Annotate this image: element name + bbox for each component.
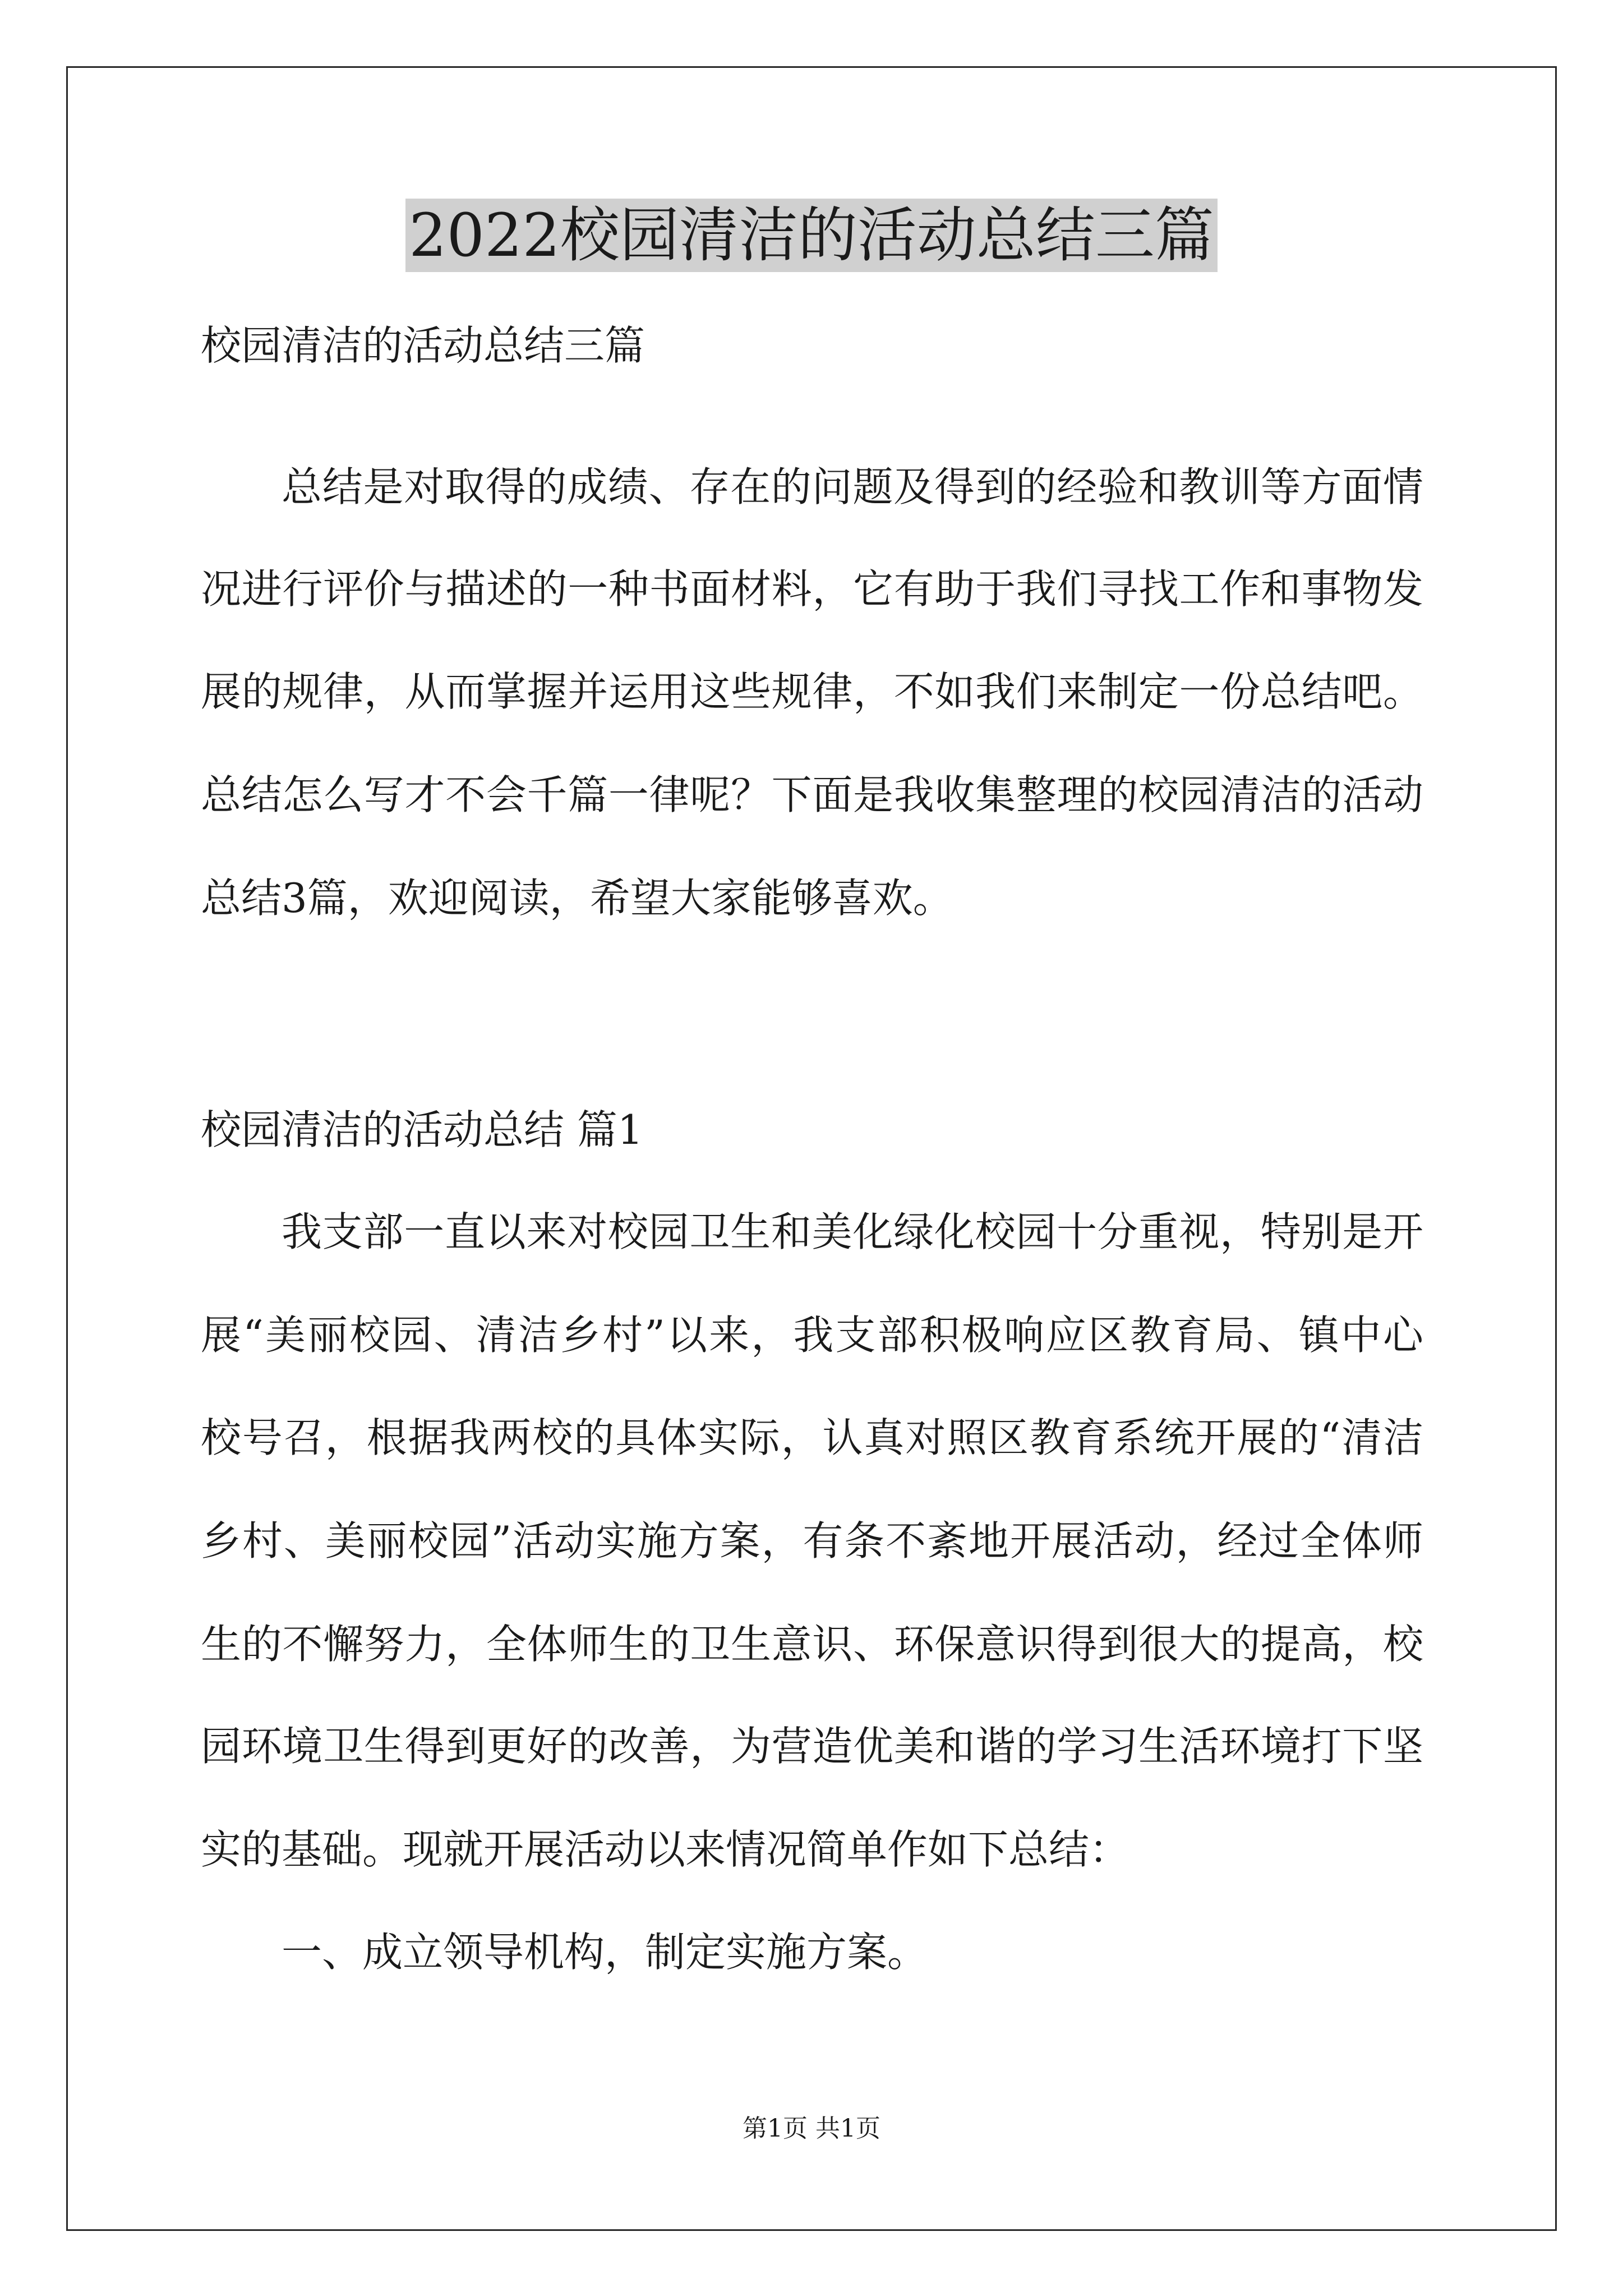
body-line-6: 园环境卫生得到更好的改善，为营造优美和谐的学习生活环境打下坚 bbox=[201, 1723, 1423, 1770]
page-footer: 第1页 共1页 bbox=[743, 2114, 880, 2143]
intro-line-3: 展的规律，从而掌握并运用这些规律，不如我们来制定一份总结吧。 bbox=[201, 668, 1423, 715]
document-subtitle: 校园清洁的活动总结三篇 bbox=[201, 322, 645, 369]
body-line-5: 生的不懈努力，全体师生的卫生意识、环保意识得到很大的提高，校 bbox=[201, 1621, 1423, 1668]
intro-line-4: 总结怎么写才不会千篇一律呢？下面是我收集整理的校园清洁的活动 bbox=[201, 771, 1423, 818]
intro-line-2: 况进行评价与描述的一种书面材料，它有助于我们寻找工作和事物发 bbox=[201, 565, 1423, 613]
body-line-4: 乡村、美丽校园”活动实施方案，有条不紊地开展活动，经过全体师 bbox=[201, 1517, 1423, 1565]
body-line-7: 实的基础。现就开展活动以来情况简单作如下总结： bbox=[201, 1826, 1130, 1873]
body-line-2: 展“美丽校园、清洁乡村”以来，我支部积极响应区教育局、镇中心 bbox=[201, 1312, 1423, 1359]
document-title-text: 2022校园清洁的活动总结三篇 bbox=[405, 199, 1218, 272]
body-line-3: 校号召，根据我两校的具体实际，认真对照区教育系统开展的“清洁 bbox=[201, 1414, 1423, 1461]
section-heading: 校园清洁的活动总结 篇1 bbox=[201, 1106, 643, 1153]
document-title bbox=[0, 196, 1623, 275]
point-one-heading: 一、成立领导机构，制定实施方案。 bbox=[282, 1929, 928, 1976]
intro-line-5: 总结3篇，欢迎阅读，希望大家能够喜欢。 bbox=[201, 875, 953, 922]
intro-line-1: 总结是对取得的成绩、存在的问题及得到的经验和教训等方面情 bbox=[282, 463, 1423, 510]
body-line-1: 我支部一直以来对校园卫生和美化绿化校园十分重视，特别是开 bbox=[282, 1208, 1423, 1255]
